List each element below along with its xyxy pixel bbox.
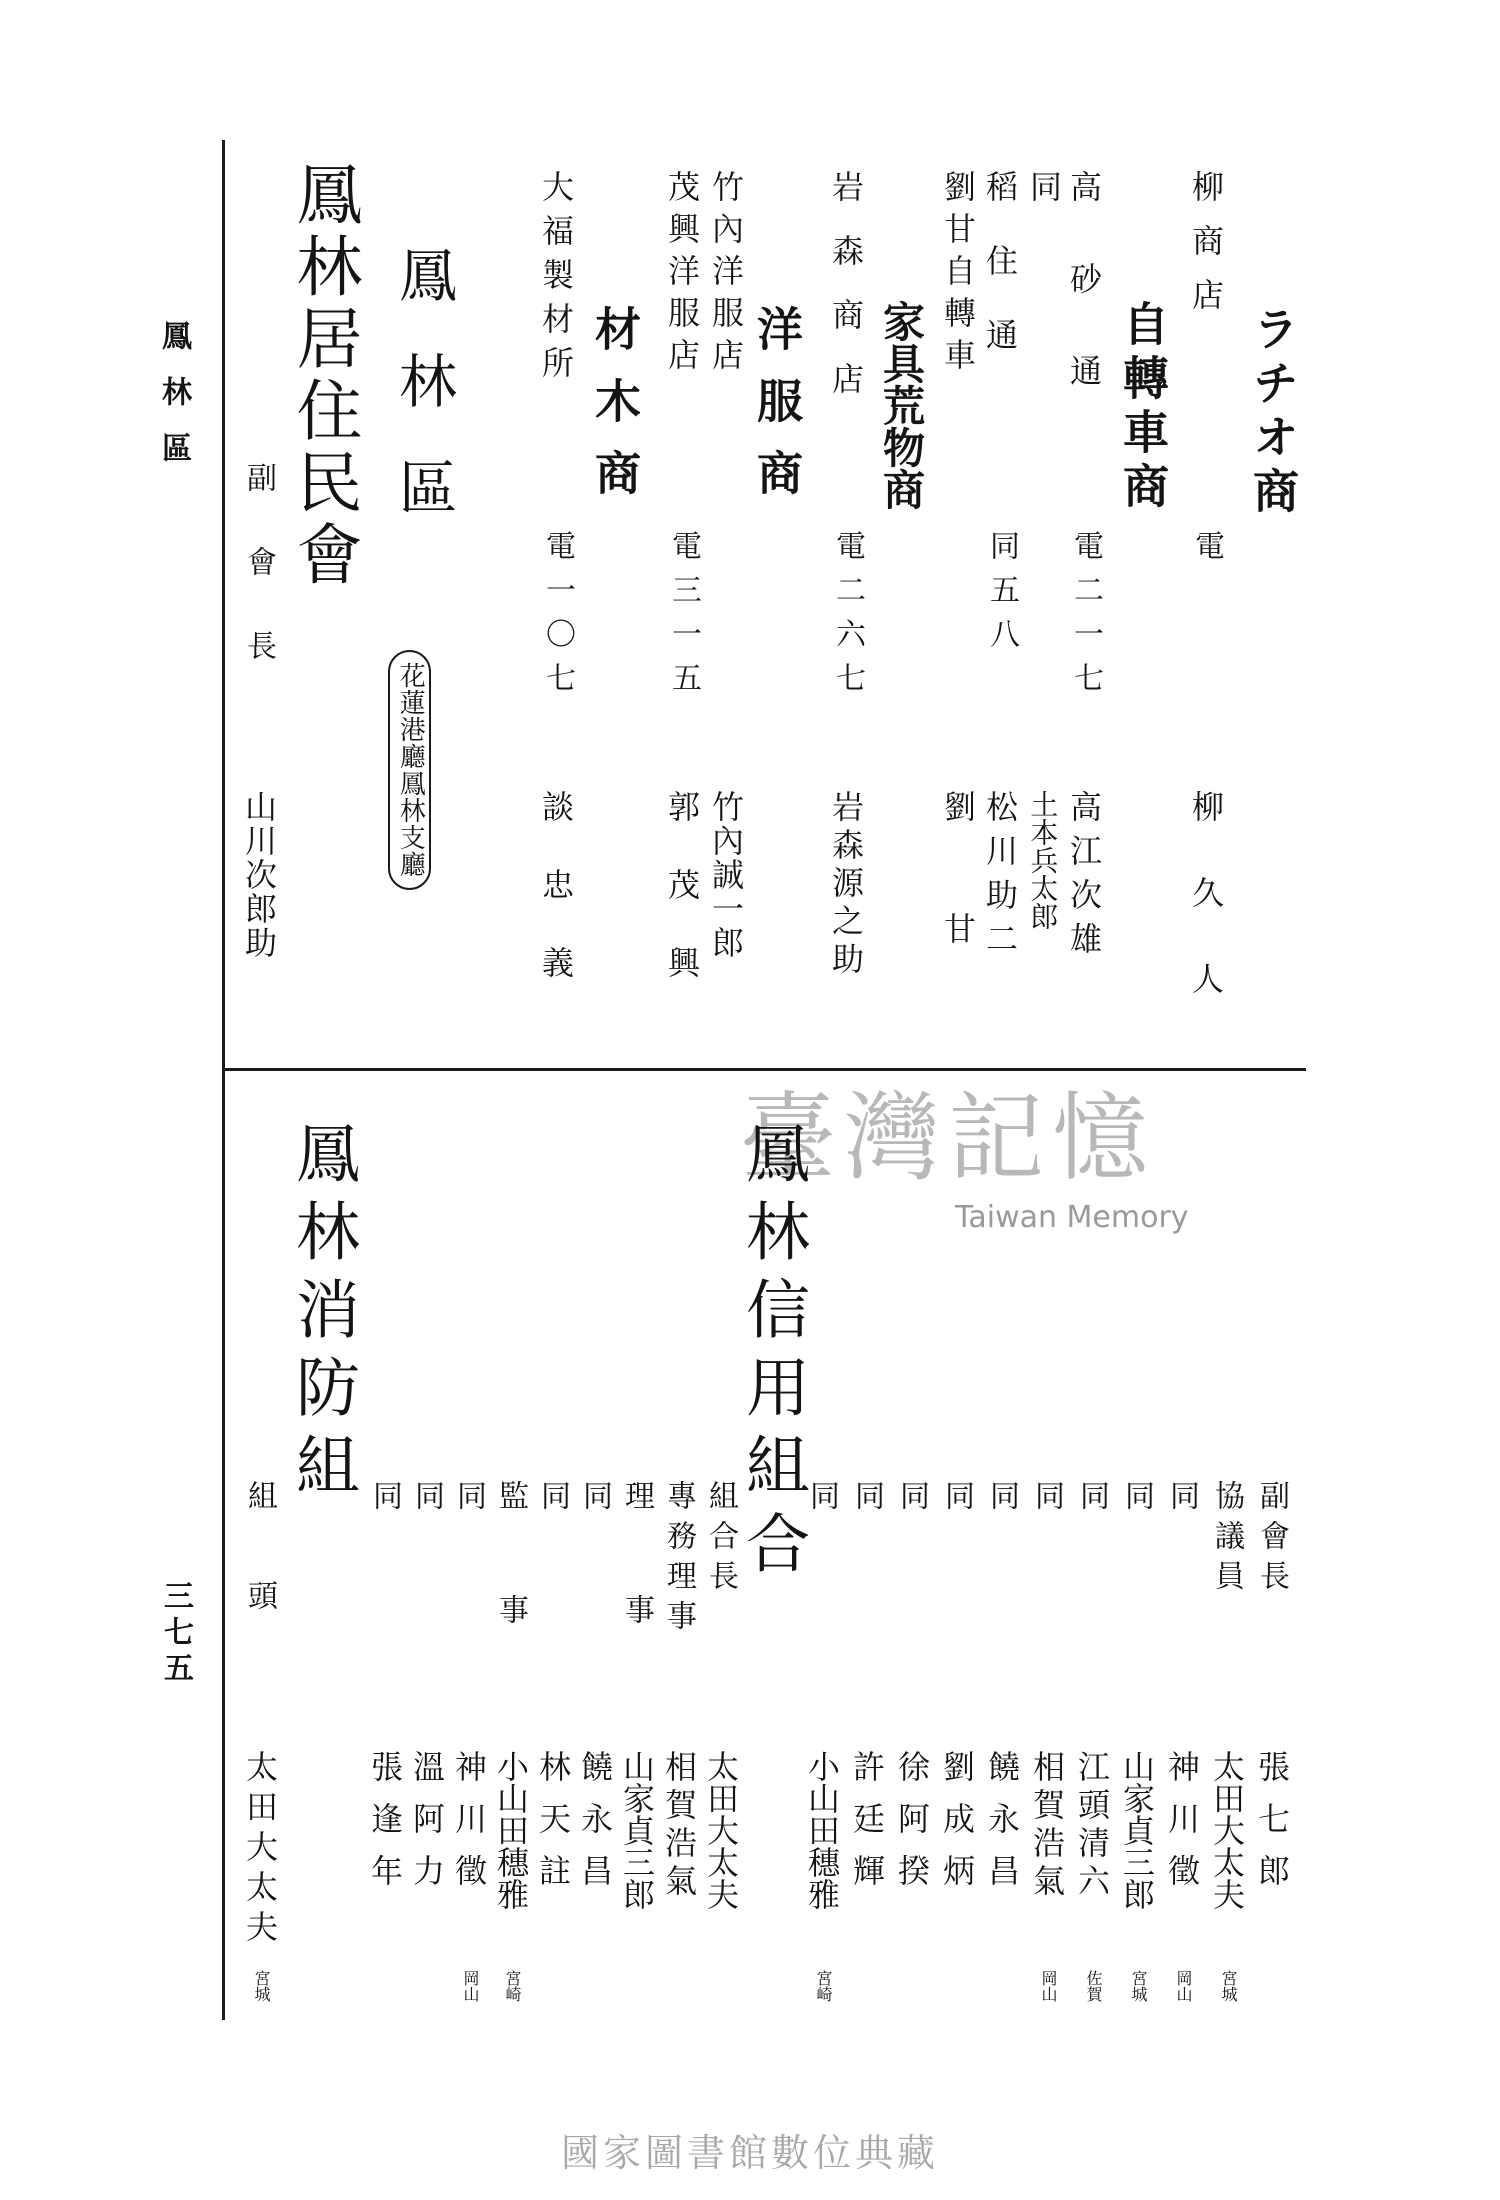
credit-member-origin: 宮城 [1219,1970,1238,2002]
residents-role-label: 副會長 [241,462,276,714]
credit-member-name: 許廷輝 [848,1750,886,1906]
clothing-name-1: 竹內洋服店 [707,170,745,380]
furniture-shop-name: 岩森商店 [827,170,865,426]
credit-officer-role: 同 [367,1480,402,1510]
residents-association-title: 鳳林居住民會 [285,160,362,592]
lumber-mill-name: 大福製材所 [537,170,575,390]
fire-role: 組頭 [242,1480,277,1680]
credit-officer-origin: 宮崎 [503,1970,522,2002]
bicycle-owner-3: 松川助二 [981,790,1019,966]
lumber-owner: 談忠義 [537,790,575,1024]
horizontal-divider-rule [222,1068,1306,1071]
radio-shop-name: 柳商店 [1187,170,1225,332]
district-note-line1: 花蓮港廳 [395,662,426,770]
credit-member-name: 劉成炳 [938,1750,976,1906]
credit-member-origin: 宮崎 [814,1970,833,2002]
bicycle-name-2: 同 [1025,170,1063,224]
credit-member-role: 同 [984,1480,1019,1510]
credit-member-origin: 岡山 [1039,1970,1058,2002]
footer-credit: 國家圖書館數位典藏 [560,2131,939,2175]
clothing-phone-2: 電三一五 [666,530,701,706]
credit-member-role: 副會長 [1254,1480,1289,1600]
radio-heading: ラチオ商 [1246,305,1300,521]
credit-officer-role: 組合長 [703,1480,738,1600]
fire-brigade-title: 鳳林消防組 [285,1120,359,1510]
credit-member-name: 徐阿揆 [893,1750,931,1906]
watermark-english: Taiwan Memory [955,1200,1189,1235]
district-note [388,650,431,890]
credit-officer-role: 理事 [619,1480,654,1708]
credit-member-role: 協議員 [1209,1480,1244,1600]
credit-officer-name: 太田大太夫 [702,1750,740,1910]
credit-member-role: 同 [1029,1480,1064,1510]
credit-member-origin: 宮城 [1129,1970,1148,2002]
fire-chief-origin: 宮城 [252,1970,271,2002]
credit-officer-name: 小山田穗雅 [492,1750,530,1910]
bicycle-name-4: 劉甘自轉車 [939,170,977,380]
credit-union-title: 鳳林信用組合 [735,1120,809,1588]
credit-member-name: 江頭清六 [1073,1750,1111,1902]
furniture-phone: 電二六七 [830,530,865,706]
credit-officer-name: 林天註 [534,1750,572,1906]
credit-member-origin: 岡山 [1174,1970,1193,2002]
credit-member-role: 同 [804,1480,839,1510]
credit-officer-name: 饒永昌 [576,1750,614,1906]
credit-member-name: 小山田穗雅 [803,1750,841,1910]
credit-officer-name: 溫阿力 [408,1750,446,1906]
credit-member-role: 同 [1074,1480,1109,1510]
bicycle-owner-2: 土本兵太郎 [1026,790,1060,930]
credit-member-name: 山家貞三郎 [1118,1750,1156,1910]
margin-section-title: 鳳林區 [156,320,191,488]
credit-member-name: 相賀浩氣 [1028,1750,1066,1902]
radio-owner: 柳久人 [1187,790,1225,1048]
credit-officer-role: 同 [409,1480,444,1510]
credit-member-name: 太田大太夫 [1208,1750,1246,1910]
vertical-frame-rule [222,140,225,2020]
clothing-name-2: 茂興洋服店 [663,170,701,380]
credit-officer-name: 神川徵 [450,1750,488,1906]
district-title: 鳳林區 [389,245,457,563]
page-number: 三七五 [158,1580,193,1688]
furniture-owner: 岩森源之助 [827,790,865,980]
credit-officer-role: 同 [535,1480,570,1510]
credit-officer-name: 張逢年 [366,1750,404,1906]
fire-chief-name: 太田大太夫 [241,1750,279,1950]
bicycle-phone-3: 同五八 [984,530,1019,662]
credit-member-name: 饒永昌 [983,1750,1021,1906]
furniture-heading: 家具荒物商 [877,300,926,510]
credit-member-role: 同 [894,1480,929,1510]
bicycle-owner-4: 劉甘 [939,790,977,1034]
bicycle-name-1: 高砂通 [1065,170,1103,446]
district-note-line2: 鳳林支廳 [395,770,426,878]
clothing-owner-2: 郭茂興 [663,790,701,1024]
bicycle-owner-1: 高江次雄 [1065,790,1103,966]
credit-officer-name: 山家貞三郎 [618,1750,656,1910]
credit-officer-origin: 岡山 [461,1970,480,2002]
credit-member-name: 神川徵 [1163,1750,1201,1906]
clothing-owner-1: 竹內誠一郎 [707,790,745,960]
credit-member-role: 同 [849,1480,884,1510]
residents-vice-chair: 山川次郎助 [240,790,278,960]
credit-officer-role: 監事 [493,1480,528,1708]
credit-officer-role: 同 [451,1480,486,1510]
credit-member-origin: 佐賀 [1084,1970,1103,2002]
bicycle-heading: 自轉車商 [1116,300,1170,516]
credit-member-role: 同 [1119,1480,1154,1510]
lumber-heading: 材木商 [588,305,642,521]
credit-officer-role: 專務理事 [661,1480,696,1640]
credit-member-role: 同 [1164,1480,1199,1510]
credit-member-name: 張七郎 [1253,1750,1291,1906]
bicycle-phone-1: 電二一七 [1068,530,1103,706]
credit-officer-name: 相賀浩氣 [660,1750,698,1902]
watermark-chinese: 臺灣記憶 [740,1082,1156,1194]
bicycle-name-3: 稻住通 [981,170,1019,392]
radio-phone-label: 電 [1189,530,1224,574]
credit-member-role: 同 [939,1480,974,1510]
clothing-heading: 洋服商 [750,305,804,521]
credit-officer-role: 同 [577,1480,612,1510]
lumber-phone: 電一〇七 [540,530,575,706]
